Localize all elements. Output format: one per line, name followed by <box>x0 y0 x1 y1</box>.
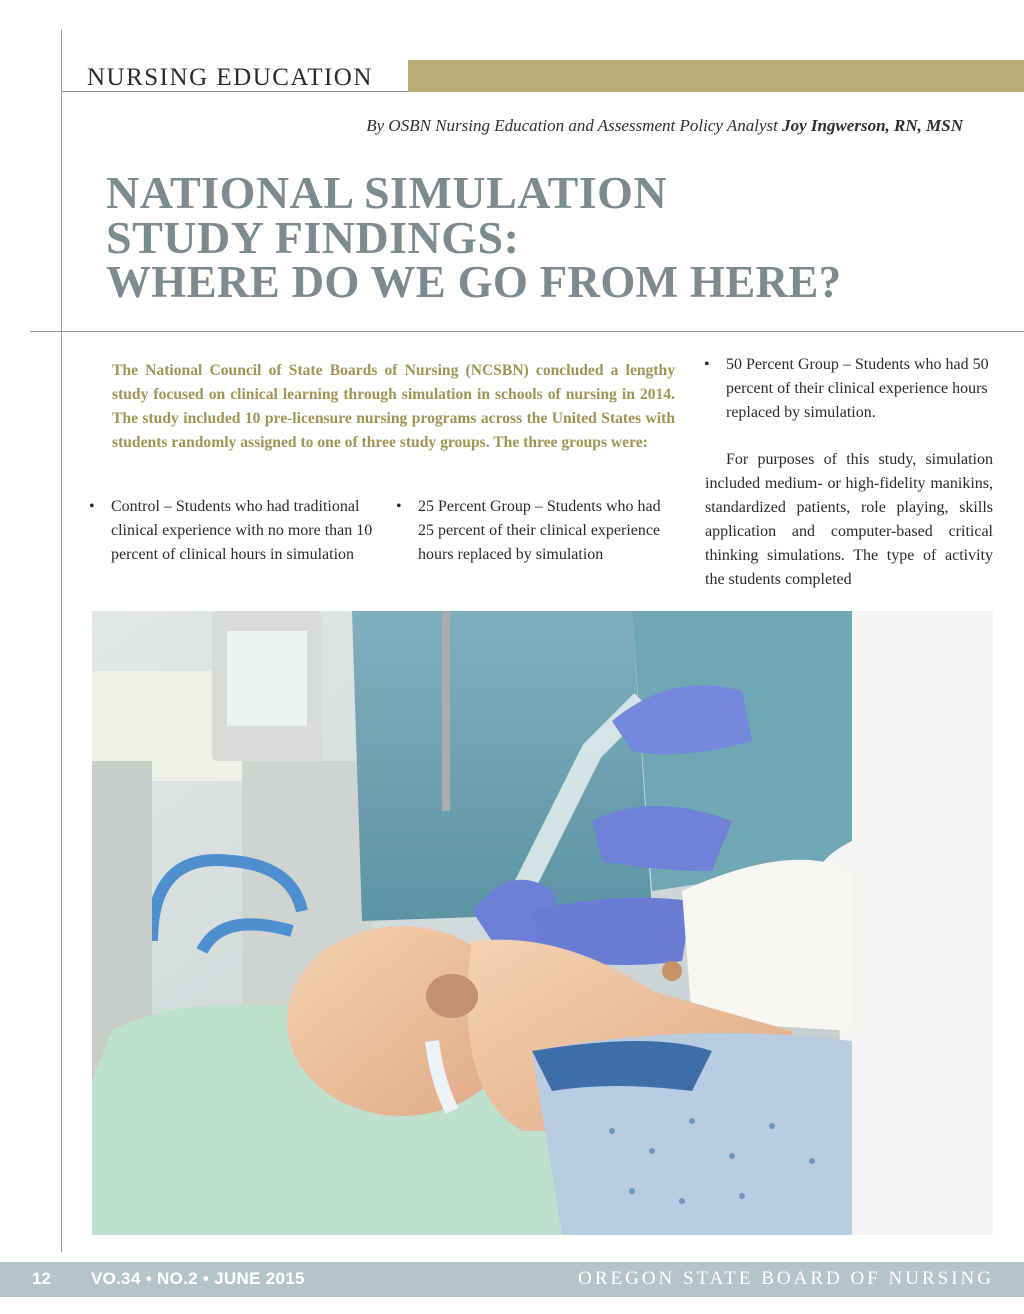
photo-illustration <box>92 611 993 1235</box>
byline-author: Joy Ingwerson, RN, MSN <box>782 116 963 135</box>
section-underline <box>62 91 408 92</box>
byline-prefix: By OSBN Nursing Education and Assessment Policy Analyst <box>366 116 783 135</box>
section-label: NURSING EDUCATION <box>87 64 373 91</box>
body-paragraph: For purposes of this study, simulation included medium- or high-fidelity manikins, standardized patients, role playing, skills application and computer-based critical thinking simulations. The type of activity the students completed <box>705 451 993 588</box>
bullet-icon: • <box>89 498 95 515</box>
article-title <box>106 167 986 307</box>
title-line-3: WHERE DO WE GO FROM HERE? <box>106 257 842 307</box>
list-item-text: Control – Students who had traditional clinical experience with no more than 10 percent of clinical hours in simulation <box>111 498 373 563</box>
section-color-bar <box>408 60 1024 92</box>
list-item-text: 25 Percent Group – Students who had 25 percent of their clinical experience hours replaced by simulation <box>418 498 661 563</box>
list-item-control-group <box>89 495 373 567</box>
intro-paragraph: The National Council of State Boards of Nursing (NCSBN) concluded a lengthy study focused on clinical learning through simulation in schools of nursing in 2014. The study included 10 pre-licensure nursing programs across the United States with students randomly assigned to one of three study groups. The three groups were: <box>112 362 675 451</box>
page-footer <box>0 1262 1024 1297</box>
section-header <box>62 60 1024 94</box>
title-line-1: NATIONAL SIMULATION <box>106 167 668 218</box>
bullet-icon: • <box>396 498 402 515</box>
publisher-name: OREGON STATE BOARD OF NURSING <box>578 1268 994 1289</box>
list-item-text: 50 Percent Group – Students who had 50 percent of their clinical experience hours replaced by simulation. <box>726 356 989 421</box>
title-line-2: STUDY FINDINGS: <box>106 212 520 263</box>
left-margin-rule <box>61 30 62 1252</box>
issue-info: VO.34 • NO.2 • JUNE 2015 <box>91 1269 305 1288</box>
page-number: 12 <box>32 1269 51 1288</box>
list-item-50-percent-group <box>704 353 994 425</box>
list-item-25-percent-group <box>396 495 680 567</box>
byline <box>0 116 963 136</box>
title-divider <box>30 331 1024 332</box>
simulation-lab-photo <box>92 611 993 1235</box>
bullet-icon: • <box>704 356 710 373</box>
